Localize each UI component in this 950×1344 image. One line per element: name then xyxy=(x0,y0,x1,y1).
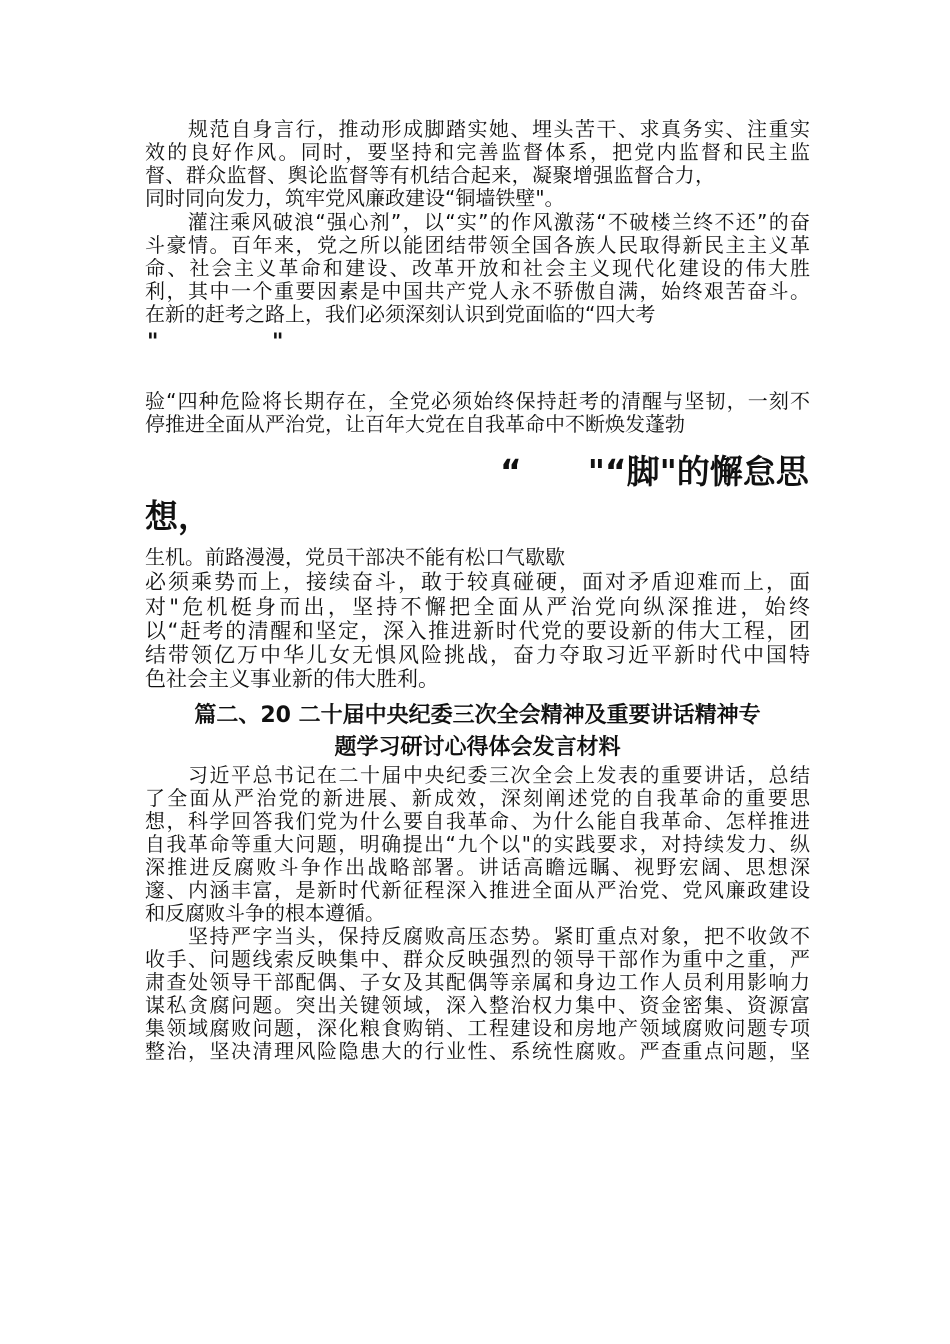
text-line: 色社会主义事业新的伟大胜利。 xyxy=(145,667,439,691)
heading-line: 题学习研讨心得体会发言材料 xyxy=(334,735,621,760)
text-line: 习近平总书记在二十届中央纪委三次全会上发表的重要讲话，总结 xyxy=(145,763,810,787)
heading-line: 篇二、20 二十届中央纪委三次全会精神及重要讲话精神专 xyxy=(194,703,761,728)
text-line: 想，科学回答我们党为什么要自我革命、为什么能自我革命、怎样推进 xyxy=(145,809,810,833)
text-line: 灌注乘风破浪“强心剂”，以“实”的作风激荡“不破楼兰终不还”的奋 xyxy=(145,210,810,234)
text-line: 在新的赶考之路上，我们必须深刻认识到党面临的“四大考 xyxy=(145,302,656,326)
text-line: 和反腐败斗争的根本遵循。 xyxy=(145,901,385,925)
text-line: 督、群众监督、舆论监督等有机结合起来，凝聚增强监督合力， xyxy=(145,163,715,187)
text-line: 深推进反腐败斗争作出战略部署。讲话高瞻远瞩、视野宏阔、思想深 xyxy=(145,855,810,879)
text-line: 集领域腐败问题，深化粮食购销、工程建设和房地产领域腐败问题专项 xyxy=(145,1016,810,1040)
text-line: 同时同向发力，筑牢党风廉政建设“铜墙铁壁"。 xyxy=(145,186,565,210)
text-line: 以“赶考的清醒和坚定，深入推进新时代党的要设新的伟大工程，团 xyxy=(145,619,810,643)
text-line: 自我革命等重大问题，明确提出“九个以"的实践要求，对持续发力、纵 xyxy=(145,832,810,856)
text-line: 结带领亿万中华儿女无惧风险挑战，奋力夺取习近平新时代中国特 xyxy=(145,643,810,667)
text-line: 谋私贪腐问题。突出关键领域，深入整治权力集中、资金密集、资源富 xyxy=(145,993,810,1017)
large-text-line: 想， xyxy=(145,497,211,536)
text-line: 收手、问题线索反映集中、群众反映强烈的领导干部作为重中之重，严 xyxy=(145,947,810,971)
text-line: 规范自身言行，推动形成脚踏实她、埋头苦干、求真务实、注重实 xyxy=(145,117,810,141)
text-line: 邃、内涵丰富，是新时代新征程深入推进全面从严治党、党风廉政建设 xyxy=(145,878,810,902)
text-line: 对"危机梃身而出，坚持不懈把全面从严治党向纵深推进，始终 xyxy=(145,595,810,619)
text-line: 必须乘势而上，接续奋斗，敢于较真碰硬，面对矛盾迎难而上，面 xyxy=(145,570,810,594)
text-line: 整治，坚决清理风险隐患大的行业性、系统性腐败。严查重点问题，坚 xyxy=(145,1039,810,1063)
text-line: 停推进全面从严治党，让百年大党在自我革命中不断焕发蓬勃 xyxy=(145,412,685,436)
text-line: 验“四种危险将长期存在，全党必须始终保持赶考的清醒与坚韧，一刻不 xyxy=(145,389,810,413)
text-line: 了全面从严治党的新进展、新成效，深刻阐述党的自我革命的重要思 xyxy=(145,786,810,810)
large-text-line: “ "“脚"的懈怠思 xyxy=(500,452,809,491)
text-line: 利，其中一个重要因素是中国共产党人永不骄傲自满，始终艰苦奋斗。 xyxy=(145,279,810,303)
text-line: 斗豪情。百年来，党之所以能团结带领全国各族人民取得新民主主义革 xyxy=(145,233,810,257)
text-line: 肃查处领导干部配偶、子女及其配偶等亲属和身边工作人员利用影响力 xyxy=(145,970,810,994)
text-line: 生机。前路漫漫，党员干部决不能有松口气歇歇 xyxy=(145,545,565,569)
text-line: 效的良好作风。同时，要坚持和完善监督体系，把党内监督和民主监 xyxy=(145,140,810,164)
text-line: 坚持严字当头，保持反腐败高压态势。紧盯重点对象，把不收敛不 xyxy=(145,924,810,948)
quote-mark: " xyxy=(147,330,159,355)
text-line: 命、社会主义革命和建设、改革开放和社会主义现代化建设的伟大胜 xyxy=(145,256,810,280)
quote-mark: " xyxy=(272,330,284,355)
